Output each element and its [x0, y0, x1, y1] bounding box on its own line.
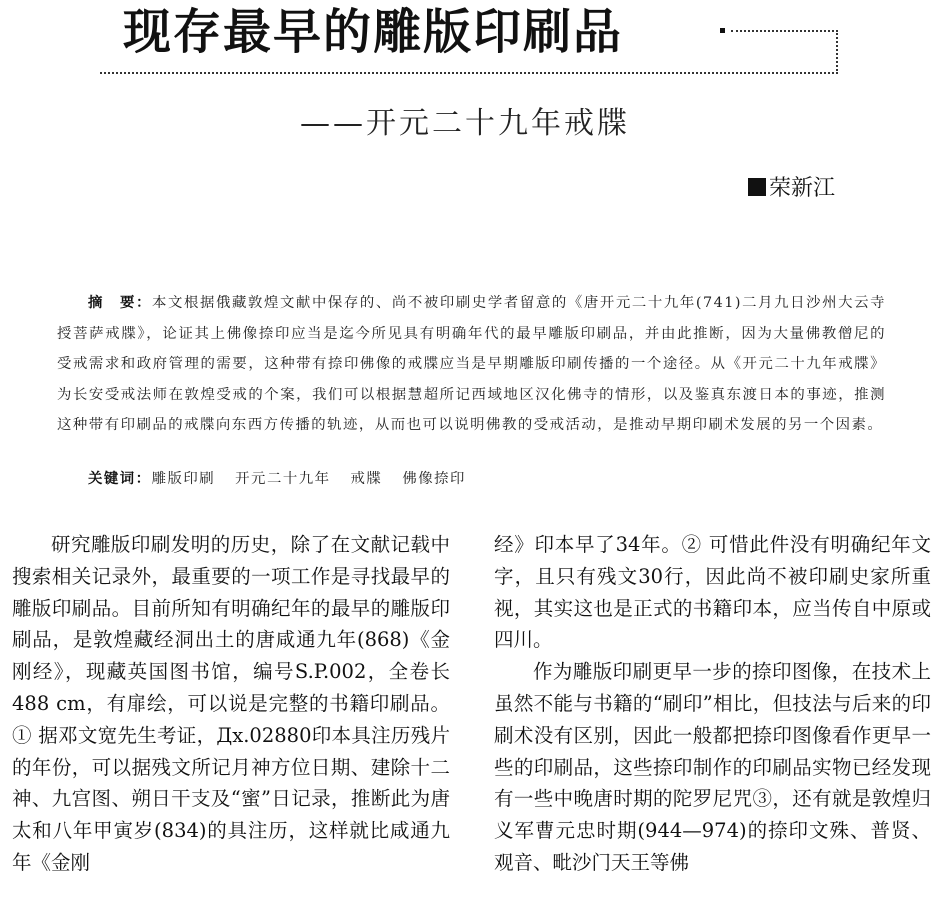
author-square-marker — [748, 178, 766, 196]
title-dotted-rule-top — [731, 30, 838, 32]
keyword: 雕版印刷 — [151, 471, 216, 487]
keywords — [88, 464, 486, 494]
body-paragraph: 研究雕版印刷发明的历史，除了在文献记载中搜索相关记录外，最重要的一项工作是寻找最早的雕版印刷品。目前所知有明确纪年的最早的雕版印刷品，是敦煌藏经洞出土的唐咸通九年(868)《金刚经》，现藏英国图书馆，编号S.P.002，全卷长488 cm，有扉绘，可以说是完整的书籍印刷品。① 据邓文宽先生考证，Дх.02880印本具注历残片的年份，可以据残文所记月神方位日期、建除十二神、九宫图、朔日干支及“蜜”日记录，推断此为唐太和八年甲寅岁(834)的具注历，这样就比咸通九年《金刚 — [12, 533, 450, 874]
keyword: 佛像捺印 — [402, 471, 466, 487]
article-title: 现存最早的雕版印刷品 — [123, 4, 624, 60]
body-paragraph: 经》印本早了34年。② 可惜此件没有明确纪年文字，且只有残文30行，因此尚不被印刷史家所重视，其实这也是正式的书籍印本，应当传自中原或四川。 — [494, 533, 931, 652]
title-dotted-rule-right — [836, 30, 838, 74]
keyword: 戒牒 — [350, 471, 383, 487]
abstract-label: 摘 要： — [88, 295, 152, 311]
title-ornament-square — [720, 28, 725, 33]
title-dotted-rule-bottom — [100, 72, 838, 74]
body-column-right — [494, 529, 931, 879]
keywords-label: 关键词： — [88, 471, 152, 487]
body-paragraph: 作为雕版印刷更早一步的捺印图像，在技术上虽然不能与书籍的“刷印”相比，但技法与后来的印刷术没有区别，因此一般都把捺印图像看作更早一些的印刷品，这些捺印制作的印刷品实物已经发现有一些中晚唐时期的陀罗尼咒③，还有就是敦煌归义军曹元忠时期(944—974)的捺印文殊、普贤、观音、毗沙门天王等佛 — [494, 660, 931, 874]
author-name: 荣新江 — [769, 176, 836, 201]
keyword: 开元二十九年 — [235, 471, 331, 487]
abstract — [57, 288, 886, 441]
abstract-text: 本文根据俄藏敦煌文献中保存的、尚不被印刷史学者留意的《唐开元二十九年(741)二月九日沙州大云寺授菩萨戒牒》，论证其上佛像捺印应当是迄今所见具有明确年代的最早雕版印刷品，并由此推断，因为大量佛教僧尼的受戒需求和政府管理的需要，这种带有捺印佛像的戒牒应当是早期雕版印刷传播的一个途径。从《开元二十九年戒牒》为长安受戒法师在敦煌受戒的个案，我们可以根据慧超所记西域地区汉化佛寺的情形，以及鉴真东渡日本的事迹，推测这种带有印刷品的戒牒向东西方传播的轨迹，从而也可以说明佛教的受戒活动，是推动早期印刷术发展的另一个因素。 — [57, 295, 886, 434]
body-column-left — [12, 529, 450, 879]
author-line — [748, 172, 835, 206]
article-subtitle: ——开元二十九年戒牒 — [300, 106, 630, 141]
